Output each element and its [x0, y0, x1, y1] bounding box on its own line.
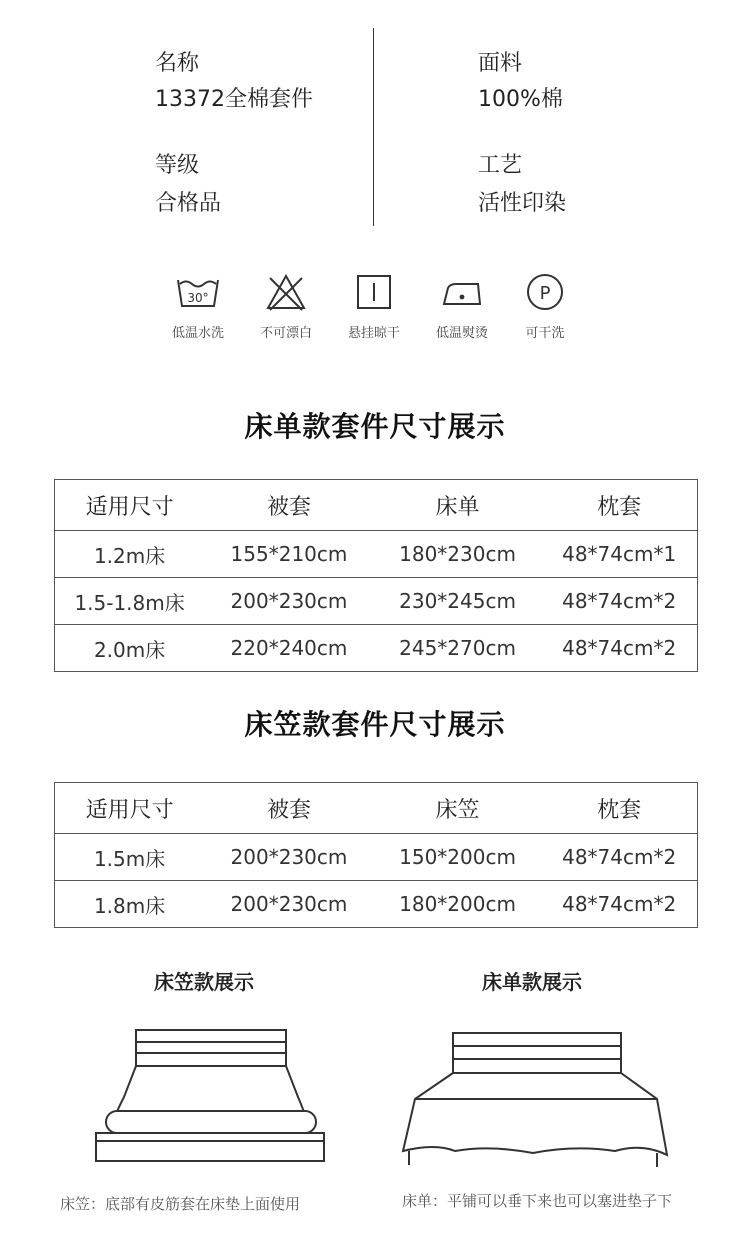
- table-cell: 1.2m床: [55, 531, 205, 578]
- fabric-value: 100%棉: [478, 87, 563, 112]
- name-value: 13372全棉套件: [155, 87, 313, 112]
- fitted-section-title: 床笠款套件尺寸展示: [244, 708, 506, 741]
- table-cell: 230*245cm: [374, 578, 542, 625]
- table-row: [55, 531, 698, 578]
- name-label: 名称: [155, 51, 200, 76]
- table-cell: 200*230cm: [204, 578, 374, 625]
- table-cell: 48*74cm*2: [541, 881, 697, 928]
- care-item-hang-dry: [329, 272, 419, 341]
- table-cell: 1.5m床: [55, 834, 205, 881]
- sheet-display-caption: 床单：平铺可以垂下来也可以塞进垫子下: [402, 1192, 673, 1210]
- table-cell: 48*74cm*2: [541, 578, 697, 625]
- table-cell: 200*230cm: [204, 834, 374, 881]
- table-header-row: [55, 783, 698, 834]
- header-duvet: 被套: [204, 783, 374, 834]
- table-cell: 2.0m床: [55, 625, 205, 672]
- header-fitted-sheet: 床笠: [374, 783, 542, 834]
- table-cell: 180*200cm: [374, 881, 542, 928]
- fitted-bed-illustration: [90, 1025, 330, 1170]
- no-bleach-icon: [262, 272, 310, 312]
- dry-clean-badge: P: [539, 283, 551, 304]
- care-item-wash: [153, 272, 243, 341]
- wash-temp-badge: 30°: [187, 291, 209, 305]
- table-row: [55, 625, 698, 672]
- fitted-display-title: 床笠款展示: [154, 970, 254, 994]
- dry-clean-p-icon: [521, 272, 569, 312]
- table-cell: 245*270cm: [374, 625, 542, 672]
- fabric-label: 面料: [478, 51, 523, 76]
- care-label-dry-clean: 可干洗: [525, 326, 565, 341]
- craft-label: 工艺: [478, 153, 523, 178]
- care-item-iron: [417, 272, 507, 341]
- header-size: 适用尺寸: [55, 783, 205, 834]
- spec-divider: [373, 28, 374, 226]
- sheet-section-title: 床单款套件尺寸展示: [244, 410, 506, 443]
- grade-value: 合格品: [155, 191, 222, 216]
- fitted-display-caption: 床笠：底部有皮筋套在床垫上面使用: [60, 1195, 301, 1213]
- care-item-no-bleach: [241, 272, 331, 341]
- table-cell: 150*200cm: [374, 834, 542, 881]
- table-row: [55, 881, 698, 928]
- table-cell: 220*240cm: [204, 625, 374, 672]
- care-label-wash: 低温水洗: [171, 326, 224, 341]
- table-header-row: [55, 480, 698, 531]
- header-pillowcase: 枕套: [541, 480, 697, 531]
- table-cell: 180*230cm: [374, 531, 542, 578]
- craft-value: 活性印染: [478, 191, 567, 216]
- sheet-bed-illustration: [395, 1025, 675, 1170]
- care-label-hang-dry: 悬挂晾干: [347, 326, 400, 341]
- table-row: [55, 578, 698, 625]
- iron-low-icon: [438, 272, 486, 312]
- fitted-size-table: [54, 782, 698, 928]
- header-size: 适用尺寸: [55, 480, 205, 531]
- table-cell: 48*74cm*2: [541, 625, 697, 672]
- sheet-size-table: [54, 479, 698, 672]
- care-label-no-bleach: 不可漂白: [259, 326, 312, 341]
- wash-30-icon: [174, 272, 222, 312]
- table-cell: 1.5-1.8m床: [55, 578, 205, 625]
- grade-label: 等级: [155, 153, 200, 178]
- header-pillowcase: 枕套: [541, 783, 697, 834]
- header-duvet: 被套: [204, 480, 374, 531]
- table-cell: 200*230cm: [204, 881, 374, 928]
- table-cell: 1.8m床: [55, 881, 205, 928]
- table-row: [55, 834, 698, 881]
- table-cell: 48*74cm*1: [541, 531, 697, 578]
- hang-dry-icon: [350, 272, 398, 312]
- table-cell: 155*210cm: [204, 531, 374, 578]
- header-sheet: 床单: [374, 480, 542, 531]
- table-cell: 48*74cm*2: [541, 834, 697, 881]
- care-label-iron: 低温熨烫: [435, 326, 488, 341]
- sheet-display-title: 床单款展示: [482, 970, 582, 994]
- care-item-dry-clean: [500, 272, 590, 341]
